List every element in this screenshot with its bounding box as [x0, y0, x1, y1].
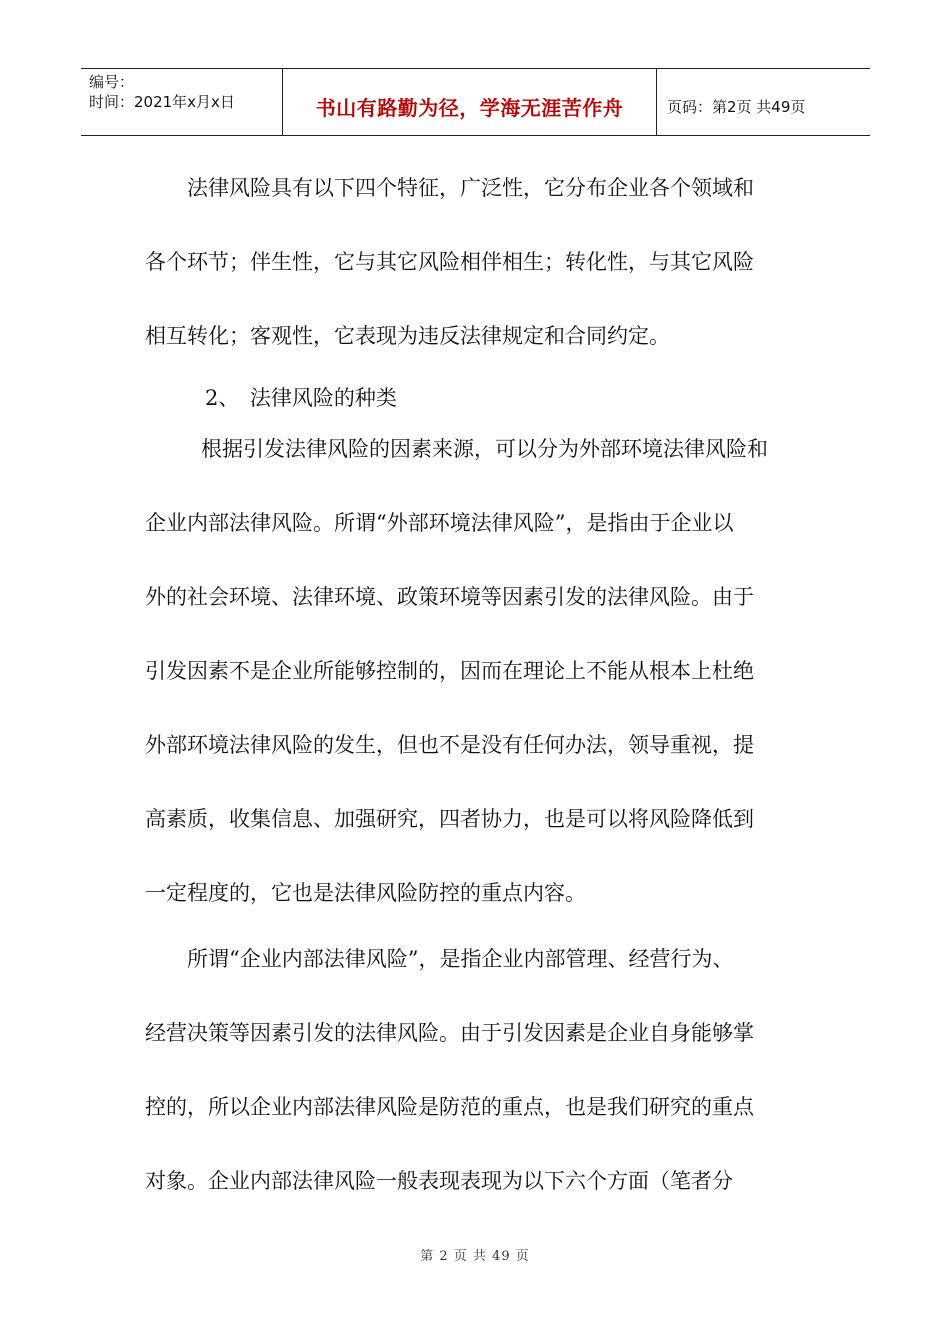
document-date-label: 时间：2021年x月x日 [89, 93, 235, 111]
section-heading: 2、 法律风险的种类 [205, 386, 397, 410]
header-page-info: 页码：第2页 共49页 [667, 98, 806, 116]
body-line: 控的，所以企业内部法律风险是防范的重点，也是我们研究的重点 [145, 1095, 754, 1119]
body-line: 企业内部法律风险。所谓“外部环境法律风险”，是指由于企业以 [145, 511, 734, 535]
body-line: 经营决策等因素引发的法律风险。由于引发因素是企业自身能够掌 [145, 1021, 754, 1045]
header-page-cell [657, 69, 870, 135]
page-footer: 第 2 页 共 49 页 [420, 1249, 530, 1264]
body-line: 引发因素不是企业所能够控制的，因而在理论上不能从根本上杜绝 [145, 659, 754, 683]
body-line: 各个环节；伴生性，它与其它风险相伴相生；转化性，与其它风险 [145, 250, 754, 274]
body-line: 外部环境法律风险的发生，但也不是没有任何办法，领导重视，提 [145, 733, 754, 757]
body-line: 相互转化；客观性，它表现为违反法律规定和合同约定。 [145, 324, 670, 348]
page-header-table [81, 68, 870, 136]
header-meta-cell [81, 69, 283, 135]
body-line: 高素质，收集信息、加强研究，四者协力，也是可以将风险降低到 [145, 807, 754, 831]
body-line: 所谓“企业内部法律风险”，是指企业内部管理、经营行为、 [187, 947, 734, 971]
header-motto-cell [283, 69, 657, 135]
header-motto: 书山有路勤为径，学海无涯苦作舟 [315, 96, 624, 120]
body-line: 外的社会环境、法律环境、政策环境等因素引发的法律风险。由于 [145, 585, 754, 609]
document-number-label: 编号： [89, 73, 135, 91]
body-line: 一定程度的，它也是法律风险防控的重点内容。 [145, 881, 586, 905]
body-line: 法律风险具有以下四个特征，广泛性，它分布企业各个领域和 [187, 176, 754, 200]
body-line: 根据引发法律风险的因素来源，可以分为外部环境法律风险和 [201, 437, 768, 461]
body-line: 对象。企业内部法律风险一般表现表现为以下六个方面（笔者分 [145, 1169, 733, 1193]
